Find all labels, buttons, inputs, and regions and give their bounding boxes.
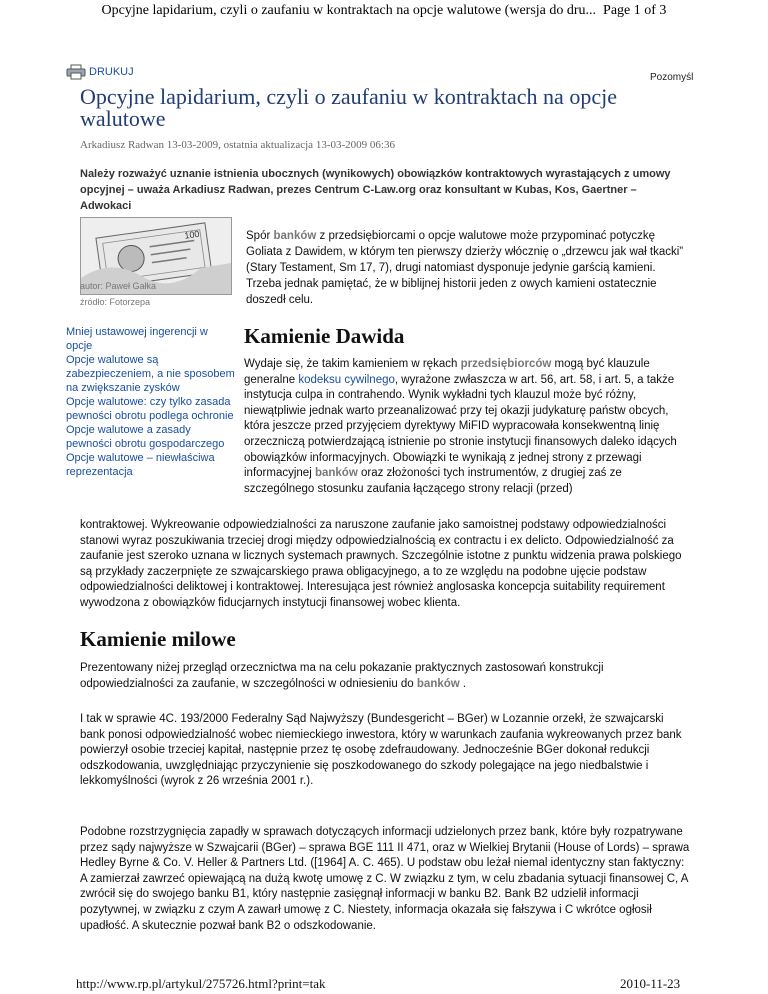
related-link[interactable]: Opcje walutowe są zabezpieczeniem, a nie sposobem na zwiększanie zysków <box>66 354 235 394</box>
print-button[interactable] <box>66 64 134 80</box>
text: , wyrażone zwłaszcza w art. 56, art. 58, i art. 5, a także instytucja culpa in contrahendo. Wynik wykładni tych klauzul może być różny, niewątpliwie jednak warto przeanalizować przy tej okazji judykaturę państw obcych, która jeszcze przed przyjęciem dyrektywy MiFID wypracowała konsekwentną linię orzeczniczą potwierdzającą istnienie po stronie instytucji finansowych daleko idących obowiązków informacyjnych. Obowiązki te wynikają z jednej strony z przewagi informacyjnej <box>244 373 677 480</box>
footer-date: 2010-11-23 <box>620 976 681 991</box>
related-link[interactable]: Opcje walutowe a zasady pewności obrotu gospodarczego <box>66 424 225 450</box>
text: . <box>462 678 467 690</box>
keyword-link[interactable]: przedsiębiorców <box>460 358 552 370</box>
photo-source: źródło: Fotorzepa <box>80 297 151 307</box>
print-label[interactable]: DRUKUJ <box>89 66 134 78</box>
article-title: Opcyjne lapidarium, czyli o zaufaniu w kontraktach na opcje walutowe <box>80 84 617 131</box>
text: mogą być klauzule generalne <box>244 358 650 386</box>
footer-url: http://www.rp.pl/artykul/275726.html?print=tak <box>76 976 326 991</box>
printer-icon <box>66 64 86 80</box>
article-lead: Należy rozważyć uznanie istnienia ubocznych (wynikowych) obowiązków kontraktowych wyrastających z umowy opcyjnej – uważa Arkadiusz Radwan, prezes Centrum C-Law.org oraz konsultant w Kubas, Kos, Gaertner – Adwokaci <box>80 168 671 212</box>
print-header-page: Page 1 of 3 <box>603 3 667 18</box>
photo-author: autor: Paweł Gałka <box>80 281 157 291</box>
paragraph-dawid-continued: kontraktowej. Wykreowanie odpowiedzialności za naruszone zaufanie jako samoistnej podstawy odpowiedzialności stanowi wyraz poszukiwania trzeciej drogi między odpowiedzialnością ex contractu i ex delicto. Odpowiedzialność za zaufanie jest szeroko uznana w licznych systemach prawnych. Szczególnie istotne z punktu widzenia prawa polskiego są przykłady zaczerpnięte ze szwajcarskiego prawa obligacyjnego, a to ze względu na podobne ujęcie podstaw odpowiedzialności deliktowej i kontraktowej. Interesująca jest również anglosaska koncepcja suitability requirement wywodzona z obowiązków fiducjarnych instytucji finansowej wobec klienta. <box>80 519 682 609</box>
paragraph-case-bger: I tak w sprawie 4C. 193/2000 Federalny Sąd Najwyższy (Bundesgericht – BGer) w Lozannie orzekł, że szwajcarski bank ponosi odpowiedzialność wobec niemieckiego inwestora, który w warunkach zaufania wykreowanych przez bank powierzył osobie trzeciej kapitał, następnie przez tę osobę zdefraudowany. Jednocześnie BGer dokonał redukcji odszkodowania, uwzględniając przyczynienie się poszkodowanego do szkody polegające na jego niedbalstwie i lekkomyślności (wyrok z 26 września 2001 r.). <box>80 713 682 788</box>
related-link[interactable]: Opcje walutowe – niewłaściwa reprezentacja <box>66 452 215 478</box>
text: Spór <box>246 230 271 242</box>
photo-caption <box>80 278 156 310</box>
keyword-link[interactable]: banków <box>273 230 317 242</box>
paragraph-case-hedley: Podobne rozstrzygnięcia zapadły w sprawach dotyczących informacji udzielonych przez bank, które były rozpatrywane przez sądy najwyższe w Szwajcarii (BGer) – sprawa BGE 111 II 471, oraz w Wielkiej Brytanii (House of Lords) – sprawa Hedley Byrne & Co. V. Heller & Partners Ltd. ([1964] A. C. 465). U podstaw obu leżał niemal identyczny stan faktyczny: A zamierzał zawrzeć opiewającą na dużą kwotę umowę z C. W związku z tym, w celu zbadania sytuacji finansowej C, A zwrócił się do swojego banku B1, który następnie zasięgnął informacji w banku B2. Bank B2 udzielił informacji pozytywnej, w związku z czym A zawarł umowę z C. Niestety, informacja okazała się fałszywa i C wkrótce ogłosił upadłość. A skutecznie pozwał bank B2 o odszkodowanie. <box>80 826 690 932</box>
text: Wydaje się, że takim kamieniem w rękach <box>244 358 458 370</box>
related-links <box>66 325 236 479</box>
kodeks-link[interactable]: kodeksu cywilnego <box>298 373 395 386</box>
print-header-title: Opcyjne lapidarium, czyli o zaufaniu w kontraktach na opcje walutowe (wersja do dru... <box>101 3 597 18</box>
paragraph-dawid <box>244 357 692 497</box>
related-link[interactable]: Mniej ustawowej ingerencji w opcje <box>66 326 208 352</box>
text: Prezentowany niżej przegląd orzecznictwa ma na celu pokazanie praktycznych zastosowań konstrukcji odpowiedzialności za zaufanie, w szczególności w odniesieniu do <box>80 662 604 690</box>
text: z przedsiębiorcami o opcje walutowe może przypominać potyczkę Goliata z Dawidem, w którym ten pierwszy dzierży włócznię o „drzewcu jak wał tkacki” (Stary Testament, Sm 17, 7), drugi natomiast dysponuje jedynie garścią kamieni. Trzeba jednak pamiętać, że w biblijnej historii jeden z owych kamieni ostatecznie doszedł celu. <box>246 230 684 306</box>
print-header <box>0 3 768 19</box>
svg-text:100: 100 <box>183 228 201 241</box>
section-heading: Kamienie Dawida <box>244 324 405 348</box>
paragraph-intro <box>246 228 686 308</box>
related-link[interactable]: Opcje walutowe: czy tylko zasada pewności obrotu podlega ochronie <box>66 396 234 422</box>
section-heading: Kamienie milowe <box>80 627 236 651</box>
paragraph-review <box>80 660 690 692</box>
article-byline: Arkadiusz Radwan 13-03-2009, ostatnia aktualizacja 13-03-2009 06:36 <box>80 139 395 151</box>
text: oraz złożoności tych instrumentów, z drugiej zaś ze szczególnego stosunku zaufania łączącego strony relacji (przed) <box>244 467 622 495</box>
keyword-link[interactable]: banków <box>314 467 358 480</box>
keyword-link[interactable]: banków <box>416 678 460 690</box>
top-right-label: Pozomyśl <box>650 72 694 83</box>
